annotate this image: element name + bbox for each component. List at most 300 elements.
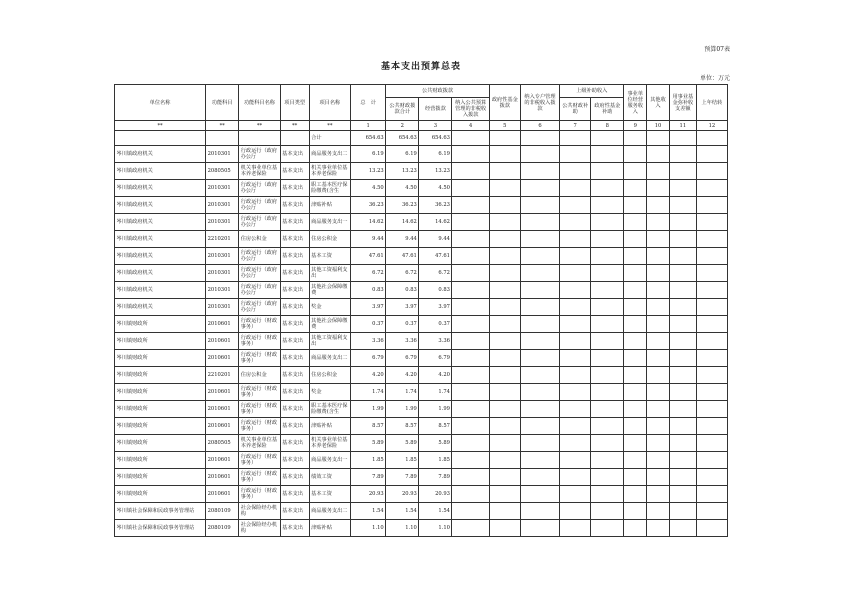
cell-empty — [520, 520, 559, 537]
cell-empty — [452, 163, 489, 180]
cell-total: 0.83 — [351, 282, 386, 299]
cell-empty — [560, 350, 591, 367]
cell-empty — [520, 131, 559, 146]
cell-func-code: 2010601 — [206, 418, 239, 435]
cell-unit-name: 岑川镇财政所 — [115, 316, 206, 333]
cell-empty — [669, 418, 696, 435]
cell-operating: 4.50 — [419, 180, 452, 197]
cell-empty — [591, 265, 624, 282]
cell-proj-name: 商品服务支出二 — [309, 503, 350, 520]
cell-proj-type: 基本支出 — [280, 248, 309, 265]
cell-operating: 36.23 — [419, 197, 452, 214]
cell-empty — [520, 350, 559, 367]
cell-operating: 1.74 — [419, 384, 452, 401]
cell-func-code: 2010601 — [206, 452, 239, 469]
cell-func-code: 2010601 — [206, 469, 239, 486]
cell-operating: 3.36 — [419, 333, 452, 350]
cell-proj-type: 基本支出 — [280, 418, 309, 435]
cell-empty — [647, 180, 670, 197]
cell-unit-name: 岑川镇政府机关 — [115, 282, 206, 299]
cell-func-name: 行政运行（财政事务） — [239, 452, 280, 469]
index-cell: 11 — [669, 121, 696, 131]
cell-empty — [669, 180, 696, 197]
cell-empty — [560, 131, 591, 146]
cell-empty — [489, 231, 520, 248]
cell-empty — [591, 248, 624, 265]
index-cell: 12 — [696, 121, 727, 131]
cell-empty — [452, 401, 489, 418]
cell-empty — [669, 350, 696, 367]
cell-empty — [560, 520, 591, 537]
cell-func-code: 2210201 — [206, 231, 239, 248]
cell-func-code: 2210201 — [206, 367, 239, 384]
cell-empty — [452, 435, 489, 452]
cell-unit-name: 岑川镇财政所 — [115, 418, 206, 435]
cell-empty — [520, 265, 559, 282]
cell-empty — [560, 384, 591, 401]
cell-empty — [696, 503, 727, 520]
cell-empty — [696, 282, 727, 299]
cell-empty — [696, 131, 727, 146]
table-row — [115, 180, 728, 197]
cell-proj-type: 基本支出 — [280, 333, 309, 350]
cell-empty — [452, 248, 489, 265]
cell-operating: 3.97 — [419, 299, 452, 316]
cell-operating: 4.20 — [419, 367, 452, 384]
cell-func-name: 行政运行（政府办公厅 — [239, 214, 280, 231]
cell-empty — [452, 131, 489, 146]
cell-empty — [452, 214, 489, 231]
cell-func-name: 住房公积金 — [239, 367, 280, 384]
cell-operating: 13.23 — [419, 163, 452, 180]
cell-proj-name: 其他工资福利支出 — [309, 333, 350, 350]
table-row — [115, 265, 728, 282]
cell-func-name: 行政运行（财政事务） — [239, 401, 280, 418]
index-cell: ** — [309, 121, 350, 131]
table-row — [115, 486, 728, 503]
cell-empty — [489, 452, 520, 469]
cell-empty — [696, 469, 727, 486]
cell-unit-name: 岑川镇财政所 — [115, 469, 206, 486]
cell-unit-name: 岑川镇财政所 — [115, 486, 206, 503]
cell-empty — [647, 401, 670, 418]
cell-proj-type: 基本支出 — [280, 469, 309, 486]
cell-operating: 1.54 — [419, 503, 452, 520]
cell-proj-type: 基本支出 — [280, 503, 309, 520]
cell-empty — [669, 299, 696, 316]
cell-func-name: 行政运行（财政事务） — [239, 333, 280, 350]
header-public-finance: 公共财政拨款 — [386, 85, 490, 98]
cell-empty — [520, 163, 559, 180]
cell-empty — [520, 435, 559, 452]
cell-empty — [560, 248, 591, 265]
cell-empty — [591, 469, 624, 486]
cell-func-name: 行政运行（财政事务） — [239, 316, 280, 333]
table-row — [115, 248, 728, 265]
cell-empty — [520, 384, 559, 401]
table-row — [115, 435, 728, 452]
cell-empty — [452, 384, 489, 401]
cell-empty — [489, 520, 520, 537]
cell-proj-name: 机关事业单位基本养老保险 — [309, 435, 350, 452]
cell-public-finance-total: 1.99 — [386, 401, 419, 418]
cell-empty — [624, 316, 647, 333]
table-row — [115, 452, 728, 469]
cell-empty — [669, 367, 696, 384]
cell-empty — [624, 486, 647, 503]
cell-empty — [452, 520, 489, 537]
index-cell: 4 — [452, 121, 489, 131]
cell-empty — [560, 231, 591, 248]
cell-empty — [624, 333, 647, 350]
cell-empty — [624, 418, 647, 435]
cell-empty — [591, 384, 624, 401]
cell-empty — [520, 367, 559, 384]
index-cell: 6 — [520, 121, 559, 131]
index-cell: ** — [206, 121, 239, 131]
cell-unit-name: 岑川镇政府机关 — [115, 299, 206, 316]
cell-empty — [452, 282, 489, 299]
table-body — [115, 131, 728, 537]
cell-func-name: 行政运行（政府办公厅 — [239, 299, 280, 316]
cell-proj-name: 住房公积金 — [309, 231, 350, 248]
cell-empty — [696, 231, 727, 248]
index-cell: 5 — [489, 121, 520, 131]
cell-func-code: 2010301 — [206, 299, 239, 316]
cell-unit-name: 岑川镇财政所 — [115, 384, 206, 401]
header-total: 总 计 — [351, 85, 386, 121]
cell-proj-name: 奖金 — [309, 384, 350, 401]
cell-empty — [624, 197, 647, 214]
cell-empty — [591, 146, 624, 163]
cell-operating: 1.85 — [419, 452, 452, 469]
cell-empty — [696, 384, 727, 401]
cell-unit-name: 岑川镇政府机关 — [115, 231, 206, 248]
cell-total: 0.37 — [351, 316, 386, 333]
table-row — [115, 520, 728, 537]
unit-label: 单位：万元 — [699, 75, 730, 82]
cell-empty — [624, 452, 647, 469]
cell-func-code: 2010301 — [206, 214, 239, 231]
cell-proj-type: 基本支出 — [280, 384, 309, 401]
index-cell: 1 — [351, 121, 386, 131]
cell-empty — [452, 316, 489, 333]
table-row — [115, 350, 728, 367]
total-public-finance: 654.63 — [386, 131, 419, 146]
cell-proj-type: 基本支出 — [280, 163, 309, 180]
cell-empty — [560, 469, 591, 486]
header-gov-fund: 政府性基金拨款 — [489, 85, 520, 121]
cell-operating: 1.99 — [419, 401, 452, 418]
cell-total: 6.19 — [351, 146, 386, 163]
cell-unit-name: 岑川镇政府机关 — [115, 197, 206, 214]
cell-public-finance-total: 1.54 — [386, 503, 419, 520]
cell-proj-name: 商品服务支出二 — [309, 146, 350, 163]
cell-empty — [560, 435, 591, 452]
cell-proj-name: 奖金 — [309, 299, 350, 316]
cell-empty — [647, 197, 670, 214]
cell-empty — [696, 197, 727, 214]
cell-operating: 20.93 — [419, 486, 452, 503]
cell-empty — [591, 367, 624, 384]
cell-proj-name: 商品服务支出一 — [309, 452, 350, 469]
cell-total: 3.97 — [351, 299, 386, 316]
cell-proj-type: 基本支出 — [280, 486, 309, 503]
cell-empty — [696, 163, 727, 180]
cell-public-finance-total: 8.57 — [386, 418, 419, 435]
table-row — [115, 503, 728, 520]
cell-empty — [647, 248, 670, 265]
cell-empty — [647, 503, 670, 520]
cell-unit-name: 岑川镇财政所 — [115, 333, 206, 350]
cell-func-name: 行政运行（财政事务） — [239, 486, 280, 503]
cell-empty — [647, 435, 670, 452]
cell-operating: 47.61 — [419, 248, 452, 265]
header-func-name: 功能科目名称 — [239, 85, 280, 121]
cell-proj-name: 职工基本医疗保险缴费(含生 — [309, 401, 350, 418]
header-carryover: 上年结转 — [696, 85, 727, 121]
cell-empty — [489, 384, 520, 401]
cell-empty — [647, 418, 670, 435]
cell-func-code: 2010301 — [206, 248, 239, 265]
table-row — [115, 231, 728, 248]
cell-func-code: 2010601 — [206, 384, 239, 401]
cell-operating: 0.83 — [419, 282, 452, 299]
cell-empty — [669, 131, 696, 146]
cell-total: 8.57 — [351, 418, 386, 435]
cell-total: 3.36 — [351, 333, 386, 350]
cell-empty — [560, 401, 591, 418]
cell-public-finance-total: 6.79 — [386, 350, 419, 367]
cell-empty — [560, 265, 591, 282]
cell-empty — [591, 418, 624, 435]
cell-proj-type: 基本支出 — [280, 265, 309, 282]
cell-empty — [591, 503, 624, 520]
cell-func-name: 行政运行（政府办公厅 — [239, 282, 280, 299]
cell-empty — [669, 469, 696, 486]
cell-proj-type: 基本支出 — [280, 180, 309, 197]
cell-empty — [591, 282, 624, 299]
cell-empty — [452, 367, 489, 384]
cell-empty — [520, 214, 559, 231]
cell-empty — [560, 282, 591, 299]
cell-func-name: 行政运行（政府办公厅 — [239, 248, 280, 265]
cell-func-code: 2080109 — [206, 520, 239, 537]
cell-total: 1.74 — [351, 384, 386, 401]
cell-empty — [696, 367, 727, 384]
cell-func-code: 2080109 — [206, 503, 239, 520]
cell-empty — [647, 316, 670, 333]
cell-total: 13.23 — [351, 163, 386, 180]
cell-empty — [669, 401, 696, 418]
cell-empty — [624, 401, 647, 418]
cell-empty — [647, 452, 670, 469]
cell-empty — [647, 384, 670, 401]
cell-func-code: 2010301 — [206, 265, 239, 282]
cell-empty — [560, 452, 591, 469]
cell-unit-name: 岑川镇政府机关 — [115, 163, 206, 180]
cell-empty — [489, 469, 520, 486]
cell-empty — [624, 163, 647, 180]
table-row — [115, 333, 728, 350]
cell-empty — [452, 350, 489, 367]
cell-proj-name: 机关事业单位基本养老保险 — [309, 163, 350, 180]
cell-empty — [489, 163, 520, 180]
cell-empty — [624, 299, 647, 316]
cell-public-finance-total: 1.74 — [386, 384, 419, 401]
budget-table — [114, 84, 728, 537]
cell-empty — [520, 180, 559, 197]
cell-func-name: 机关事业单位基本养老保险 — [239, 435, 280, 452]
index-cell: 3 — [419, 121, 452, 131]
cell-empty — [669, 520, 696, 537]
cell-operating: 5.89 — [419, 435, 452, 452]
header-func-code: 功能科目 — [206, 85, 239, 121]
cell-operating: 7.89 — [419, 469, 452, 486]
total-value: 654.63 — [351, 131, 386, 146]
cell-proj-name: 住房公积金 — [309, 367, 350, 384]
cell-operating: 0.37 — [419, 316, 452, 333]
cell-empty — [624, 282, 647, 299]
cell-total: 1.10 — [351, 520, 386, 537]
cell-operating: 9.44 — [419, 231, 452, 248]
cell-operating: 6.79 — [419, 350, 452, 367]
cell-proj-name: 绩效工资 — [309, 469, 350, 486]
cell-unit-name: 岑川镇政府机关 — [115, 146, 206, 163]
cell-empty — [520, 146, 559, 163]
cell-empty — [647, 469, 670, 486]
cell-operating: 6.72 — [419, 265, 452, 282]
cell-unit-name: 岑川镇财政所 — [115, 367, 206, 384]
table-row — [115, 282, 728, 299]
cell-empty — [452, 265, 489, 282]
cell-func-code: 2010601 — [206, 316, 239, 333]
cell-empty — [489, 146, 520, 163]
cell-func-code: 2010301 — [206, 282, 239, 299]
cell-empty — [647, 333, 670, 350]
cell-empty — [520, 418, 559, 435]
cell-empty — [591, 401, 624, 418]
cell-proj-name: 其他社会保障缴费 — [309, 316, 350, 333]
cell-empty — [489, 197, 520, 214]
table-row — [115, 146, 728, 163]
cell-empty — [452, 418, 489, 435]
cell-empty — [696, 520, 727, 537]
cell-empty — [591, 333, 624, 350]
cell-unit-name: 岑川镇政府机关 — [115, 248, 206, 265]
cell-empty — [591, 299, 624, 316]
table-row — [115, 367, 728, 384]
cell-empty — [669, 384, 696, 401]
cell-func-name: 住房公积金 — [239, 231, 280, 248]
cell-empty — [669, 265, 696, 282]
cell-empty — [560, 163, 591, 180]
index-row — [115, 121, 728, 131]
cell-operating: 8.57 — [419, 418, 452, 435]
cell-empty — [489, 180, 520, 197]
cell-empty — [647, 520, 670, 537]
cell-total: 9.44 — [351, 231, 386, 248]
cell-unit-name: 岑川镇财政所 — [115, 435, 206, 452]
cell-public-finance-total: 3.36 — [386, 333, 419, 350]
cell-empty — [591, 520, 624, 537]
cell-empty — [624, 146, 647, 163]
cell-func-code: 2080505 — [206, 163, 239, 180]
cell-public-finance-total: 6.19 — [386, 146, 419, 163]
cell-empty — [520, 197, 559, 214]
cell-empty — [669, 435, 696, 452]
header-superior: 上级补助收入 — [560, 85, 624, 98]
page-title: 基本支出预算总表 — [380, 62, 461, 72]
cell-empty — [696, 299, 727, 316]
cell-empty — [560, 503, 591, 520]
cell-empty — [560, 180, 591, 197]
cell-total: 1.99 — [351, 401, 386, 418]
header-nontax: 纳入公共预算管理的非税收入拨款 — [452, 98, 489, 121]
cell-empty — [520, 469, 559, 486]
cell-proj-type: 基本支出 — [280, 231, 309, 248]
cell-ptype — [280, 131, 309, 146]
cell-func-code: 2010601 — [206, 333, 239, 350]
table-row — [115, 214, 728, 231]
cell-empty — [489, 503, 520, 520]
cell-total: 6.72 — [351, 265, 386, 282]
cell-proj-type: 基本支出 — [280, 435, 309, 452]
cell-empty — [591, 180, 624, 197]
cell-total: 7.89 — [351, 469, 386, 486]
cell-empty — [520, 248, 559, 265]
cell-public-finance-total: 4.20 — [386, 367, 419, 384]
cell-proj-name: 商品服务支出二 — [309, 350, 350, 367]
header-public-finance-total: 公共财政拨款合计 — [386, 98, 419, 121]
cell-empty — [560, 299, 591, 316]
cell-empty — [647, 299, 670, 316]
total-operating: 654.63 — [419, 131, 452, 146]
cell-func-code: 2010601 — [206, 486, 239, 503]
cell-empty — [669, 503, 696, 520]
cell-unit-name: 岑川镇政府机关 — [115, 214, 206, 231]
cell-empty — [591, 131, 624, 146]
cell-empty — [696, 418, 727, 435]
cell-func-name: 机关事业单位基本养老保险 — [239, 163, 280, 180]
cell-proj-type: 基本支出 — [280, 282, 309, 299]
form-code: 预算07表 — [704, 46, 730, 53]
cell-total: 14.62 — [351, 214, 386, 231]
cell-func-name: 行政运行（政府办公厅 — [239, 146, 280, 163]
cell-empty — [624, 469, 647, 486]
cell-empty — [647, 146, 670, 163]
cell-empty — [624, 384, 647, 401]
header-proj-type: 项目类型 — [280, 85, 309, 121]
header-superior-public: 公共财政补助 — [560, 98, 591, 121]
cell-func-name: 行政运行（财政事务） — [239, 350, 280, 367]
cell-empty — [624, 231, 647, 248]
cell-empty — [520, 452, 559, 469]
header-superior-fund: 政府性基金补助 — [591, 98, 624, 121]
cell-empty — [489, 401, 520, 418]
cell-empty — [560, 146, 591, 163]
cell-empty — [647, 367, 670, 384]
cell-unit-name: 岑川镇政府机关 — [115, 265, 206, 282]
cell-empty — [591, 214, 624, 231]
cell-empty — [489, 486, 520, 503]
cell-public-finance-total: 4.50 — [386, 180, 419, 197]
cell-public-finance-total: 0.83 — [386, 282, 419, 299]
cell-empty — [669, 163, 696, 180]
cell-empty — [489, 367, 520, 384]
index-cell: 9 — [624, 121, 647, 131]
cell-empty — [489, 299, 520, 316]
